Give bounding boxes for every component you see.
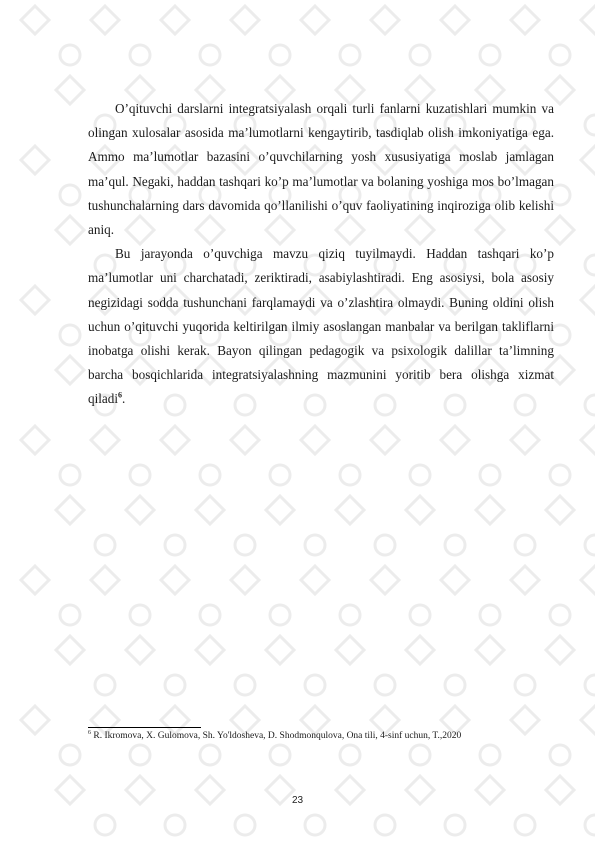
watermark-diamond bbox=[21, 566, 49, 594]
watermark-diamond bbox=[21, 706, 49, 734]
watermark-diamond bbox=[231, 426, 259, 454]
body-text bbox=[88, 97, 554, 412]
paragraph-text: O’qituvchi darslarni integratsiyalash orqali turli fanlarni kuzatishlari mumkin va olingan xulosalar asosida ma’lumotlarni kengaytirib, tasdiqlab olish imkoniyatiga ega. Ammo ma’lumotlar bazasini o’quvchilarning yosh xususiyatiga moslab jamlagan ma’qul. Negaki, haddan tashqari ko’p ma’lumotlar va bolaning yoshiga mos bo’lmagan tushunchalarning dars davomida qo’llanilishi o’quv faoliyatining inqiroziga olib kelishi aniq. bbox=[88, 101, 554, 238]
watermark-diamond bbox=[336, 496, 364, 524]
watermark-diamond bbox=[21, 146, 49, 174]
watermark-circle bbox=[270, 605, 290, 625]
watermark-circle bbox=[305, 675, 325, 695]
watermark-circle bbox=[305, 815, 325, 835]
watermark-circle bbox=[270, 745, 290, 765]
watermark-circle bbox=[410, 745, 430, 765]
watermark-circle bbox=[270, 45, 290, 65]
watermark-circle bbox=[340, 605, 360, 625]
watermark-circle bbox=[410, 605, 430, 625]
watermark-circle bbox=[130, 45, 150, 65]
watermark-circle bbox=[375, 675, 395, 695]
watermark-circle bbox=[130, 745, 150, 765]
watermark-circle bbox=[60, 325, 80, 345]
watermark-circle bbox=[95, 535, 115, 555]
watermark-circle bbox=[235, 815, 255, 835]
watermark-diamond bbox=[21, 6, 49, 34]
watermark-circle bbox=[480, 45, 500, 65]
watermark-diamond bbox=[91, 6, 119, 34]
watermark-circle bbox=[515, 675, 535, 695]
watermark-circle bbox=[515, 535, 535, 555]
watermark-circle bbox=[550, 605, 570, 625]
watermark-diamond bbox=[196, 496, 224, 524]
watermark-diamond bbox=[161, 426, 189, 454]
watermark-circle bbox=[60, 185, 80, 205]
watermark-diamond bbox=[56, 636, 84, 664]
watermark-circle bbox=[445, 535, 465, 555]
watermark-circle bbox=[60, 745, 80, 765]
watermark-diamond bbox=[56, 356, 84, 384]
watermark-circle bbox=[585, 255, 595, 275]
watermark-diamond bbox=[581, 566, 595, 594]
watermark-diamond bbox=[266, 636, 294, 664]
watermark-diamond bbox=[511, 566, 539, 594]
watermark-diamond bbox=[371, 6, 399, 34]
watermark-diamond bbox=[371, 566, 399, 594]
watermark-circle bbox=[410, 45, 430, 65]
watermark-circle bbox=[130, 465, 150, 485]
watermark-diamond bbox=[581, 286, 595, 314]
footnote-divider bbox=[88, 727, 201, 728]
watermark-circle bbox=[95, 815, 115, 835]
paragraph-end: . bbox=[122, 391, 126, 407]
watermark-circle bbox=[480, 465, 500, 485]
watermark-circle bbox=[200, 605, 220, 625]
watermark-diamond bbox=[266, 496, 294, 524]
watermark-circle bbox=[550, 745, 570, 765]
watermark-diamond bbox=[441, 426, 469, 454]
watermark-circle bbox=[410, 465, 430, 485]
watermark-circle bbox=[60, 465, 80, 485]
watermark-diamond bbox=[126, 636, 154, 664]
watermark-diamond bbox=[56, 496, 84, 524]
watermark-diamond bbox=[581, 426, 595, 454]
watermark-diamond bbox=[196, 636, 224, 664]
watermark-circle bbox=[270, 465, 290, 485]
watermark-circle bbox=[340, 45, 360, 65]
watermark-diamond bbox=[301, 426, 329, 454]
watermark-circle bbox=[585, 675, 595, 695]
watermark-diamond bbox=[21, 426, 49, 454]
watermark-circle bbox=[165, 815, 185, 835]
watermark-circle bbox=[235, 535, 255, 555]
watermark-circle bbox=[340, 745, 360, 765]
watermark-circle bbox=[165, 675, 185, 695]
watermark-diamond bbox=[476, 496, 504, 524]
watermark-circle bbox=[60, 605, 80, 625]
watermark-diamond bbox=[511, 426, 539, 454]
watermark-diamond bbox=[581, 706, 595, 734]
watermark-diamond bbox=[406, 636, 434, 664]
watermark-diamond bbox=[301, 566, 329, 594]
watermark-circle bbox=[445, 675, 465, 695]
watermark-diamond bbox=[581, 146, 595, 174]
watermark-circle bbox=[375, 535, 395, 555]
watermark-circle bbox=[165, 535, 185, 555]
watermark-circle bbox=[445, 815, 465, 835]
watermark-diamond bbox=[161, 6, 189, 34]
watermark-circle bbox=[585, 115, 595, 135]
watermark-diamond bbox=[441, 566, 469, 594]
watermark-circle bbox=[550, 45, 570, 65]
paragraph bbox=[88, 242, 554, 411]
watermark-diamond bbox=[91, 566, 119, 594]
watermark-diamond bbox=[336, 636, 364, 664]
watermark-circle bbox=[515, 815, 535, 835]
footnote-reference[interactable]: 6 bbox=[118, 391, 123, 401]
watermark-diamond bbox=[371, 426, 399, 454]
watermark-diamond bbox=[231, 566, 259, 594]
watermark-diamond bbox=[21, 286, 49, 314]
watermark-circle bbox=[200, 45, 220, 65]
watermark-circle bbox=[375, 815, 395, 835]
watermark-circle bbox=[585, 395, 595, 415]
watermark-circle bbox=[340, 465, 360, 485]
watermark-circle bbox=[200, 465, 220, 485]
watermark-diamond bbox=[56, 216, 84, 244]
watermark-diamond bbox=[56, 76, 84, 104]
watermark-circle bbox=[200, 745, 220, 765]
watermark-diamond bbox=[406, 496, 434, 524]
watermark-circle bbox=[585, 535, 595, 555]
watermark-diamond bbox=[161, 566, 189, 594]
footnote bbox=[88, 730, 558, 742]
paragraph-text: Bu jarayonda o’quvchiga mavzu qiziq tuyilmaydi. Haddan tashqari ko’p ma’lumotlar uni charchatadi, zeriktiradi, asabiylashtiradi. Eng asosiysi, bola asosiy negizidagi sodda tushunchani farqlamaydi va o’zlashtira olmaydi. Buning oldini olish uchun o’qituvchi yuqorida keltirilgan ilmiy asoslangan manbalar va berilgan takliflarni inobatga olishi kerak. Bayon qilingan pedagogik va psixologik dalillar ta’limning barcha bosqichlarida integratsiyalashning mazmunini yoritib bera olishga xizmat qiladi bbox=[88, 246, 554, 407]
watermark-circle bbox=[305, 535, 325, 555]
watermark-diamond bbox=[546, 636, 574, 664]
watermark-diamond bbox=[301, 6, 329, 34]
footnote-marker: 6 bbox=[88, 729, 91, 736]
watermark-diamond bbox=[441, 6, 469, 34]
watermark-circle bbox=[235, 675, 255, 695]
watermark-diamond bbox=[126, 496, 154, 524]
footnote-text: R. Ikromova, X. Gulomova, Sh. Yo'ldosheva, D. Shodmonqulova, Ona tili, 4-sinf uchun, T.,2020 bbox=[91, 731, 462, 741]
watermark-diamond bbox=[546, 496, 574, 524]
watermark-circle bbox=[585, 815, 595, 835]
watermark-circle bbox=[480, 605, 500, 625]
watermark-diamond bbox=[231, 6, 259, 34]
watermark-circle bbox=[480, 745, 500, 765]
watermark-circle bbox=[60, 45, 80, 65]
watermark-circle bbox=[95, 675, 115, 695]
watermark-circle bbox=[550, 465, 570, 485]
watermark-circle bbox=[130, 605, 150, 625]
watermark-diamond bbox=[476, 636, 504, 664]
page-number: 23 bbox=[291, 795, 304, 806]
watermark-diamond bbox=[511, 6, 539, 34]
paragraph bbox=[88, 97, 554, 242]
watermark-diamond bbox=[91, 426, 119, 454]
watermark-diamond bbox=[581, 6, 595, 34]
